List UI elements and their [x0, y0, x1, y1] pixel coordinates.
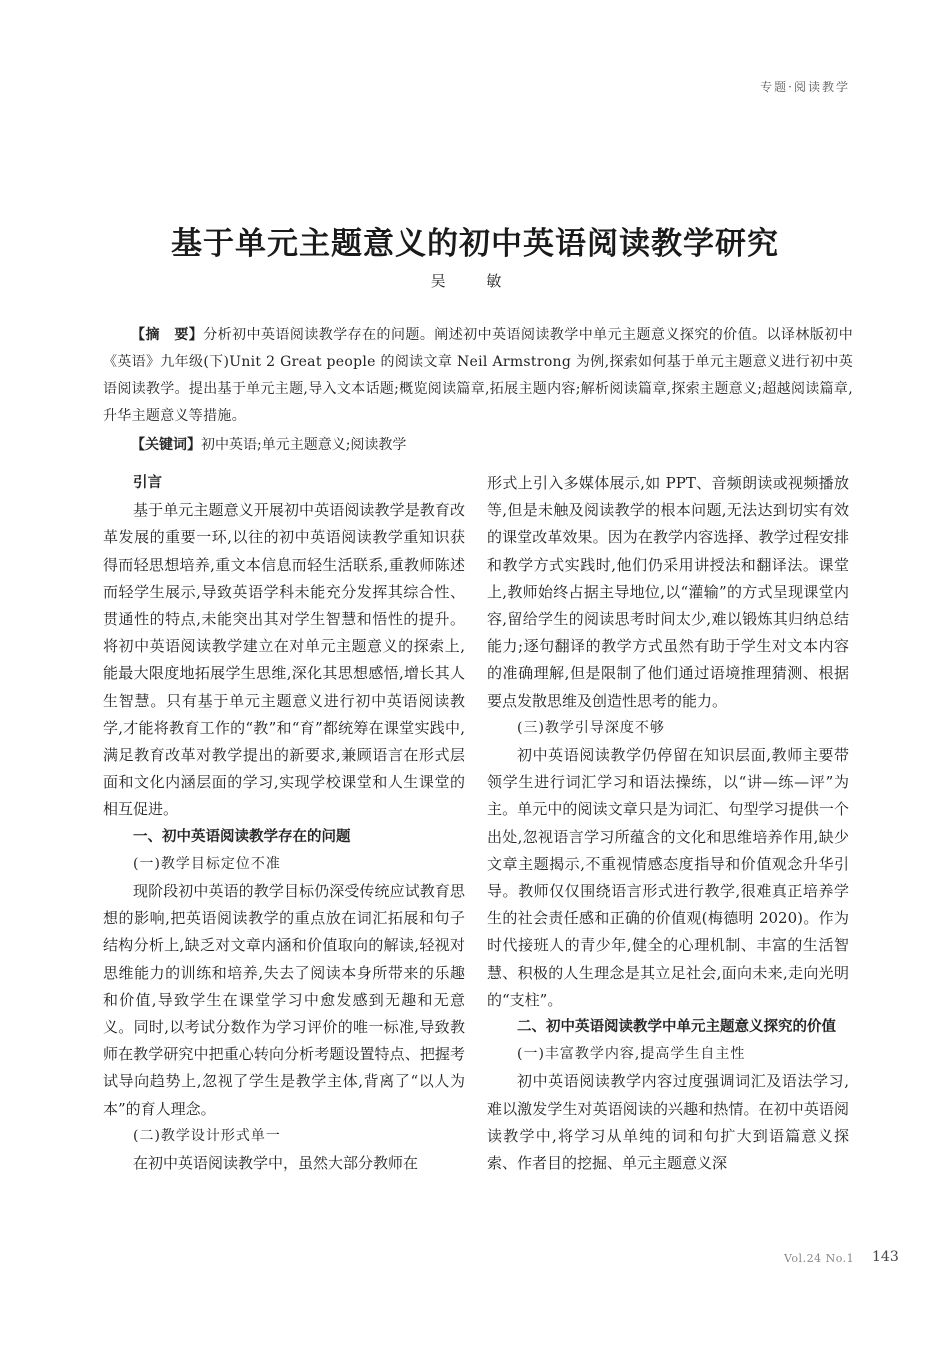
- intro-heading: 引言: [133, 475, 162, 491]
- article-author: 吴 敏: [430, 272, 520, 290]
- keywords: [131, 432, 851, 459]
- sub3-paragraph: 初中英语阅读教学仍停留在知识层面,教师主要带领学生进行词汇学习和语法操练，以“讲—练—评”为主。单元中的阅读文章只是为词汇、句型学习提供一个出处,忽视语言学习所蕴含的文化和思维培养作用,缺少文章主题揭示,不重视情感态度指导和价值观念升华引导。教师仅仅围绕语言形式进行教学,很难真正培养学生的社会责任感和正确的价值观(梅德明 2020)。作为时代接班人的青少年,健全的心理机制、丰富的生活智慧、积极的人生理念是其立足社会,面向未来,走向光明的“支柱”。: [487, 746, 849, 1009]
- sub2-heading: (二)教学设计形式单一: [133, 1127, 281, 1144]
- journal-volume: Vol.24 No.1: [784, 1252, 855, 1265]
- abstract-text: 分析初中英语阅读教学存在的问题。阐述初中英语阅读教学中单元主题意义探究的价值。以译林版初中《英语》九年级(下)Unit 2 Great people 的阅读文章 Neil Armstrong 为例,探索如何基于单元主题意义进行初中英语阅读教学。提出基于单元主题,导入文本话题;概览阅读篇章,拓展主题内容;解析阅读篇章,探索主题意义;超越阅读篇章,升华主题意义等措施。: [103, 327, 854, 424]
- article-title: 基于单元主题意义的初中英语阅读教学研究: [171, 226, 779, 262]
- sec2-sub1-paragraph: 初中英语阅读教学内容过度强调词汇及语法学习,难以激发学生对英语阅读的兴趣和热情。在初中英语阅读教学中,将学习从单纯的词和句扩大到语篇意义探索、作者目的挖掘、单元主题意义深: [487, 1072, 849, 1173]
- running-head: 专题·阅读教学: [760, 80, 850, 94]
- keywords-text: 初中英语;单元主题意义;阅读教学: [201, 437, 407, 453]
- abstract-label: 【摘 要】: [131, 327, 204, 343]
- page-number: 143: [872, 1249, 899, 1265]
- keywords-label: 【关键词】: [131, 437, 201, 453]
- right-column: [487, 470, 849, 1177]
- abstract: [103, 322, 853, 430]
- section1-heading: 一、初中英语阅读教学存在的问题: [133, 828, 351, 845]
- sub2-paragraph-continued: 形式上引入多媒体展示,如 PPT、音频朗读或视频播放等,但是未触及阅读教学的根本问题,无法达到切实有效的课堂改革效果。因为在教学内容选择、教学过程安排和教学方式实践时,他们仍采用讲授法和翻译法。课堂上,教师始终占据主导地位,以“灌输”的方式呈现课堂内容,留给学生的阅读思考时间太少,难以锻炼其归纳总结能力;逐句翻译的教学方式虽然有助于学生对文本内容的准确理解,但是限制了他们通过语境推理猜测、根据要点发散思维及创造性思考的能力。: [487, 474, 849, 710]
- sub3-heading: (三)教学引导深度不够: [517, 719, 665, 736]
- intro-paragraph: 基于单元主题意义开展初中英语阅读教学是教育改革发展的重要一环,以往的初中英语阅读教学重知识获得而轻思想培养,重文本信息而轻生活联系,重教师陈述而轻学生展示,导致英语学科未能充分发挥其综合性、贯通性的特点,未能突出其对学生智慧和悟性的提升。将初中英语阅读教学建立在对单元主题意义的探索上,能最大限度地拓展学生思维,深化其思想感悟,增长其人生智慧。只有基于单元主题意义进行初中英语阅读教学,才能将教育工作的“教”和“育”都统筹在课堂实践中,满足教育改革对教学提出的新要求,兼顾语言在形式层面和文化内涵层面的学习,实现学校课堂和人生课堂的相互促进。: [103, 501, 465, 819]
- sub1-heading: (一)教学目标定位不准: [133, 855, 281, 872]
- sub1-paragraph: 现阶段初中英语的教学目标仍深受传统应试教育思想的影响,把英语阅读教学的重点放在词汇拓展和句子结构分析上,缺乏对文章内涵和价值取向的解读,轻视对思维能力的训练和培养,失去了阅读本身所带来的乐趣和价值,导致学生在课堂学习中愈发感到无趣和无意义。同时,以考试分数作为学习评价的唯一标准,导致教师在教学研究中把重心转向分析考题设置特点、把握考试导向趋势上,忽视了学生是教学主体,背离了“以人为本”的育人理念。: [103, 882, 465, 1118]
- sub2-paragraph-start: 在初中英语阅读教学中，虽然大部分教师在: [133, 1154, 419, 1173]
- section2-heading: 二、初中英语阅读教学中单元主题意义探究的价值: [517, 1019, 836, 1036]
- sec2-sub1-heading: (一)丰富教学内容,提高学生自主性: [517, 1046, 746, 1063]
- left-column: [103, 470, 465, 1177]
